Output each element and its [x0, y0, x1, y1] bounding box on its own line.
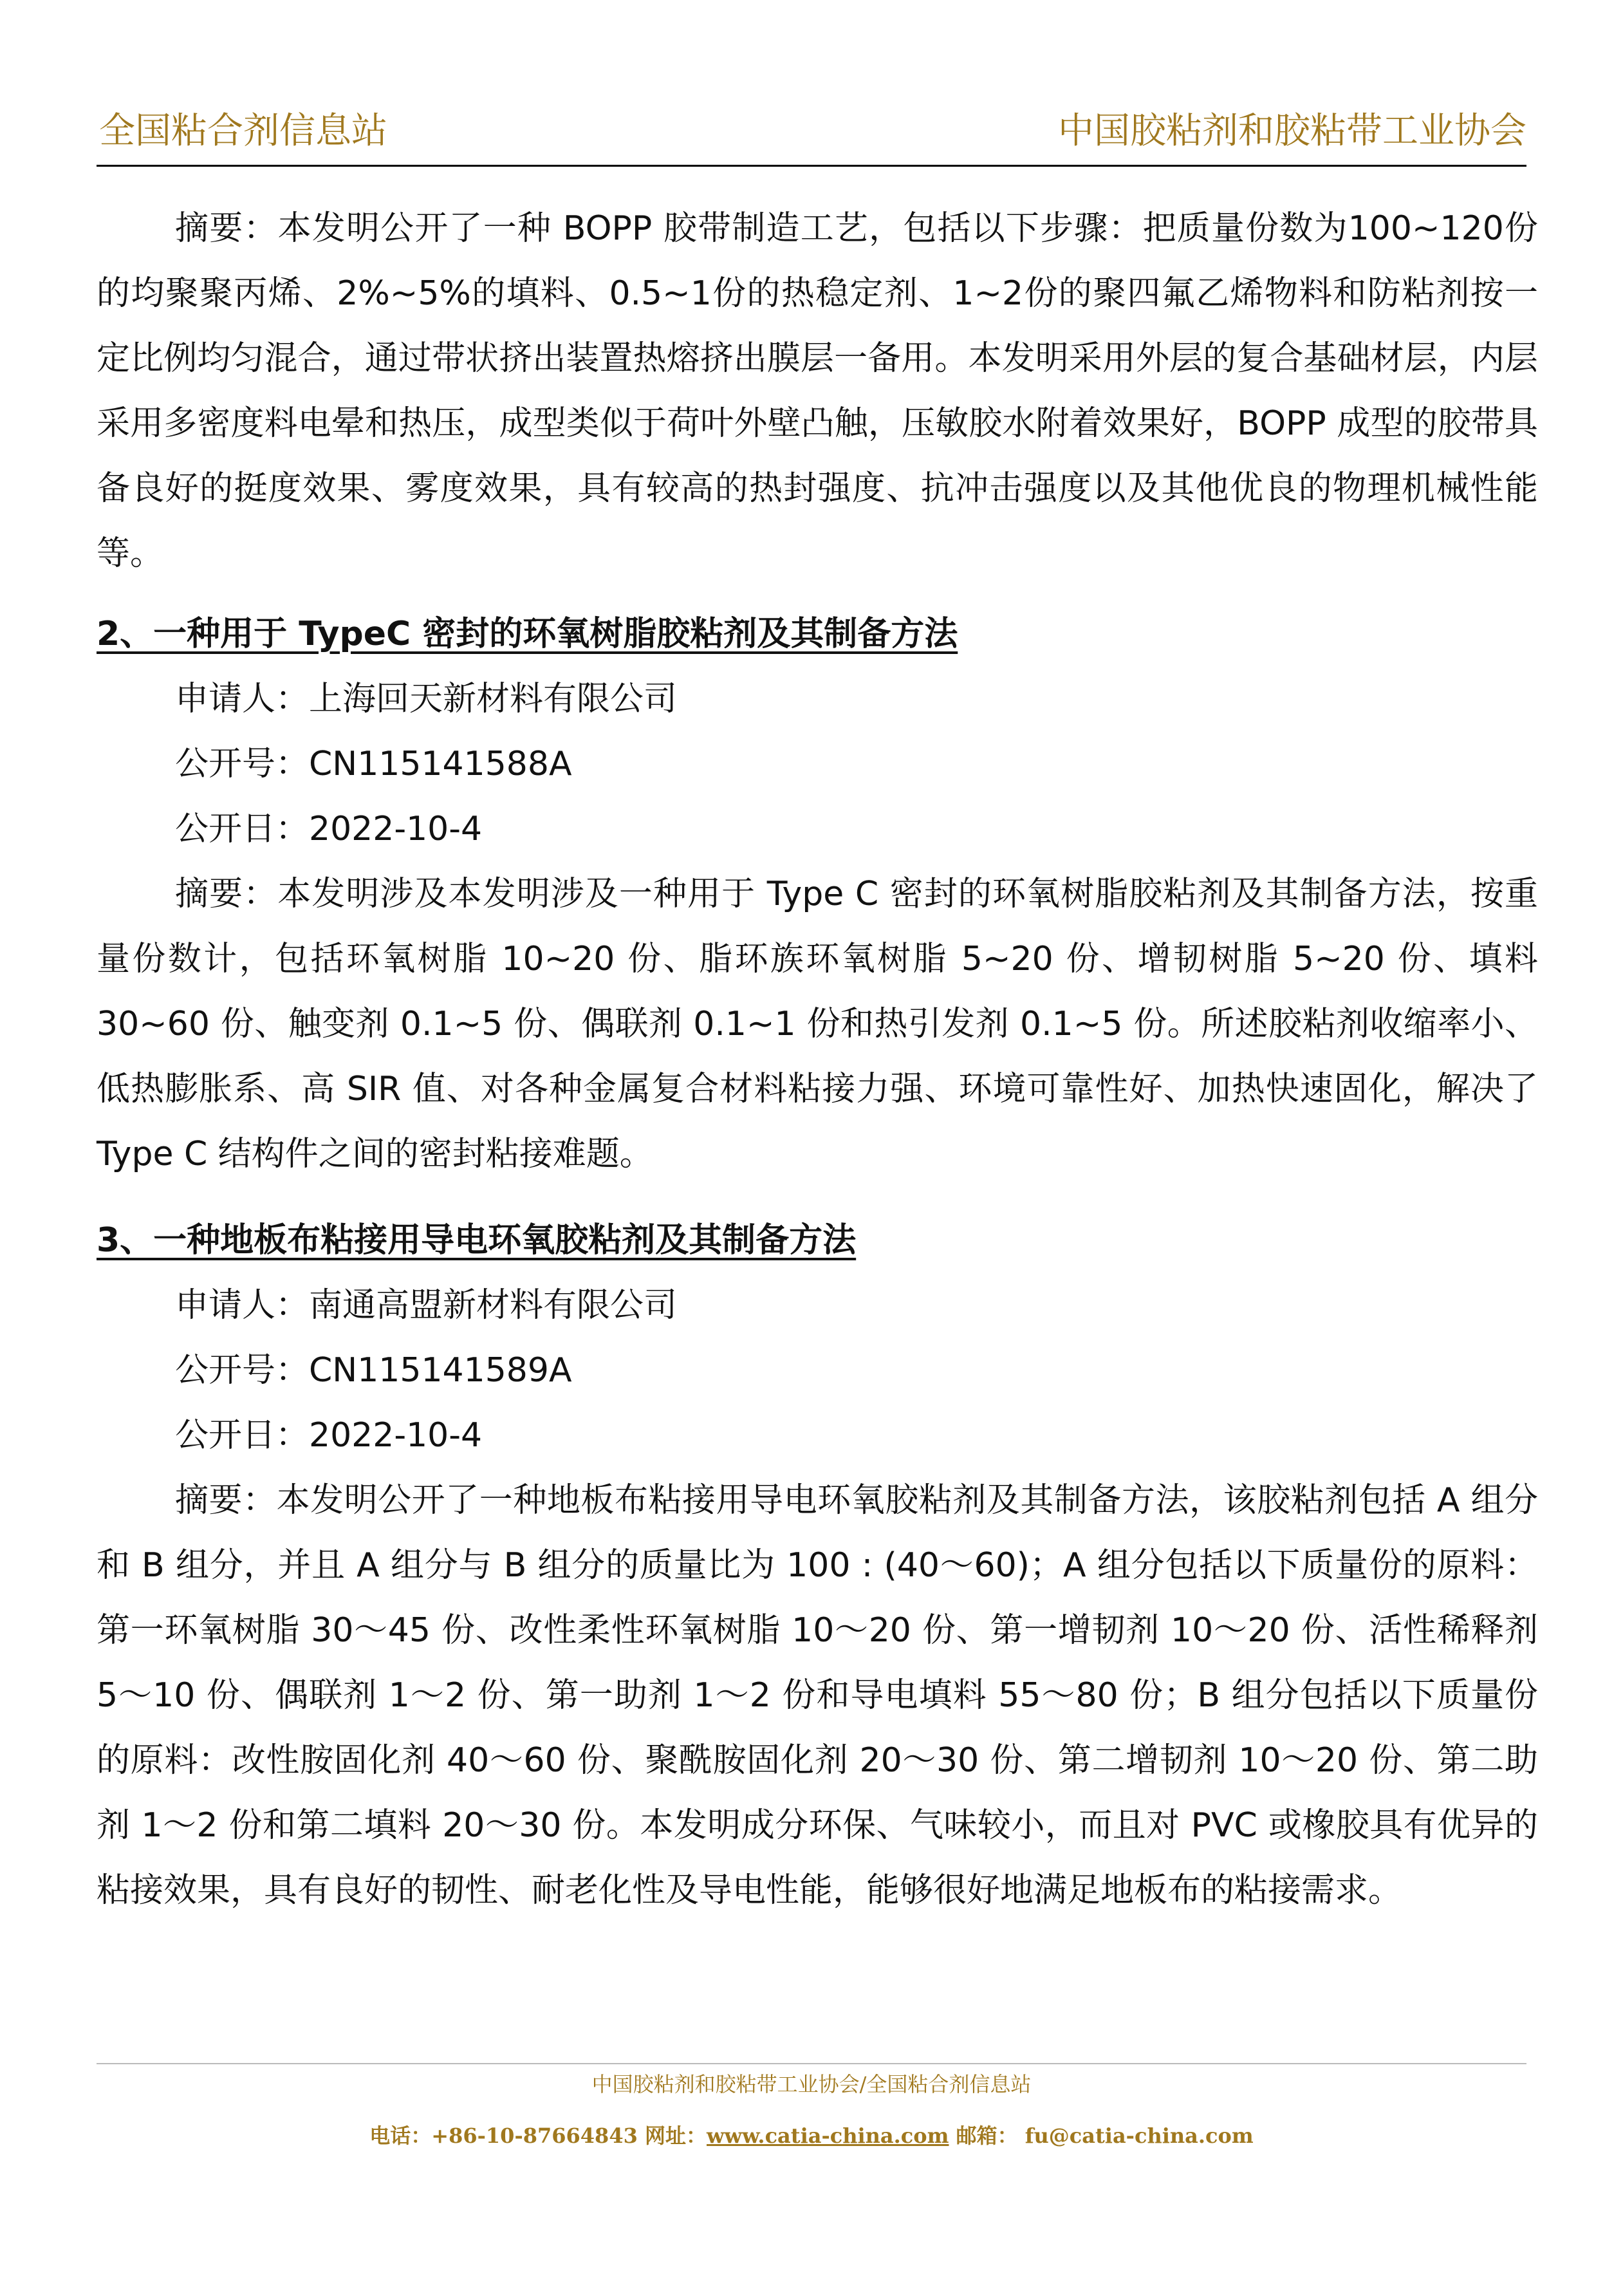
header-site-name: 全国粘合剂信息站 [99, 110, 387, 152]
footer-phone: 电话：+86-10-87664843 网址： [369, 2123, 707, 2148]
entry-title-text: 3、一种地板布粘接用导电环氧胶粘剂及其制备方法 [97, 1221, 857, 1260]
entry-title [97, 1208, 1538, 1273]
intro-abstract: 摘要：本发明公开了一种 BOPP 胶带制造工艺，包括以下步骤：把质量份数为100~120份的均聚聚丙烯、2%~5%的填料、0.5~1份的热稳定剂、1~2份的聚四氟乙烯物料和防粘剂按一定比例均匀混合，通过带状挤出装置热熔挤出膜层一备用。本发明采用外层的复合基础材层，内层采用多密度料电晕和热压，成型类似于荷叶外壁凸触，压敏胶水附着效果好，BOPP 成型的胶带具备良好的挺度效果、雾度效果，具有较高的热封强度、抗冲击强度以及其他优良的物理机械性能等。 [97, 209, 1538, 573]
entry-applicant: 申请人：南通高盟新材料有限公司 [175, 1286, 678, 1325]
entry-publication-number: 公开号：CN115141588A [175, 745, 572, 783]
entry-publication-date: 公开日：2022-10-4 [175, 1416, 483, 1455]
footer-divider [97, 2063, 1526, 2064]
footer-website-link[interactable]: www.catia-china.com [707, 2123, 949, 2148]
footer-contact [0, 2125, 1623, 2146]
entry-title-text: 2、一种用于 TypeC 密封的环氧树脂胶粘剂及其制备方法 [97, 615, 958, 653]
entry-publication-number: 公开号：CN115141589A [175, 1351, 572, 1390]
entry-abstract: 摘要：本发明涉及本发明涉及一种用于 Type C 密封的环氧树脂胶粘剂及其制备方法，按重量份数计，包括环氧树脂 10~20 份、脂环族环氧树脂 5~20 份、增韧树脂 5~20 份、填料 30~60 份、触变剂 0.1~5 份、偶联剂 0.1~1 份和热引发剂 0.1~5 份。所述胶粘剂收缩率小、低热膨胀系、高 SIR 值、对各种金属复合材料粘接力强、环境可靠性好、加热快速固化，解决了 Type C 结构件之间的密封粘接难题。 [97, 875, 1538, 1173]
entry-publication-date: 公开日：2022-10-4 [175, 810, 483, 848]
entry-applicant: 申请人：上海回天新材料有限公司 [175, 680, 678, 718]
footer-email: 邮箱： fu@catia-china.com [949, 2123, 1254, 2148]
header-divider [97, 165, 1526, 167]
document-body [97, 196, 1538, 1923]
entry-abstract: 摘要：本发明公开了一种地板布粘接用导电环氧胶粘剂及其制备方法，该胶粘剂包括 A 组分和 B 组分，并且 A 组分与 B 组分的质量比为 100 : (40～60)；A 组分包括以下质量份的原料：第一环氧树脂 30～45 份、改性柔性环氧树脂 10～20 份、第一增韧剂 10～20 份、活性稀释剂 5～10 份、偶联剂 1～2 份、第一助剂 1～2 份和导电填料 55～80 份；B 组分包括以下质量份的原料：改性胺固化剂 40～60 份、聚酰胺固化剂 20～30 份、第二增韧剂 10～20 份、第二助剂 1～2 份和第二填料 20～30 份。本发明成分环保、气味较小，而且对 PVC 或橡胶具有优异的粘接效果，具有良好的韧性、耐老化性及导电性能，能够很好地满足地板布的粘接需求。 [97, 1481, 1538, 1910]
footer-organization: 中国胶粘剂和胶粘带工业协会/全国粘合剂信息站 [591, 2072, 1032, 2096]
entry-title [97, 602, 1538, 667]
header-association-name: 中国胶粘剂和胶粘带工业协会 [1058, 110, 1526, 152]
